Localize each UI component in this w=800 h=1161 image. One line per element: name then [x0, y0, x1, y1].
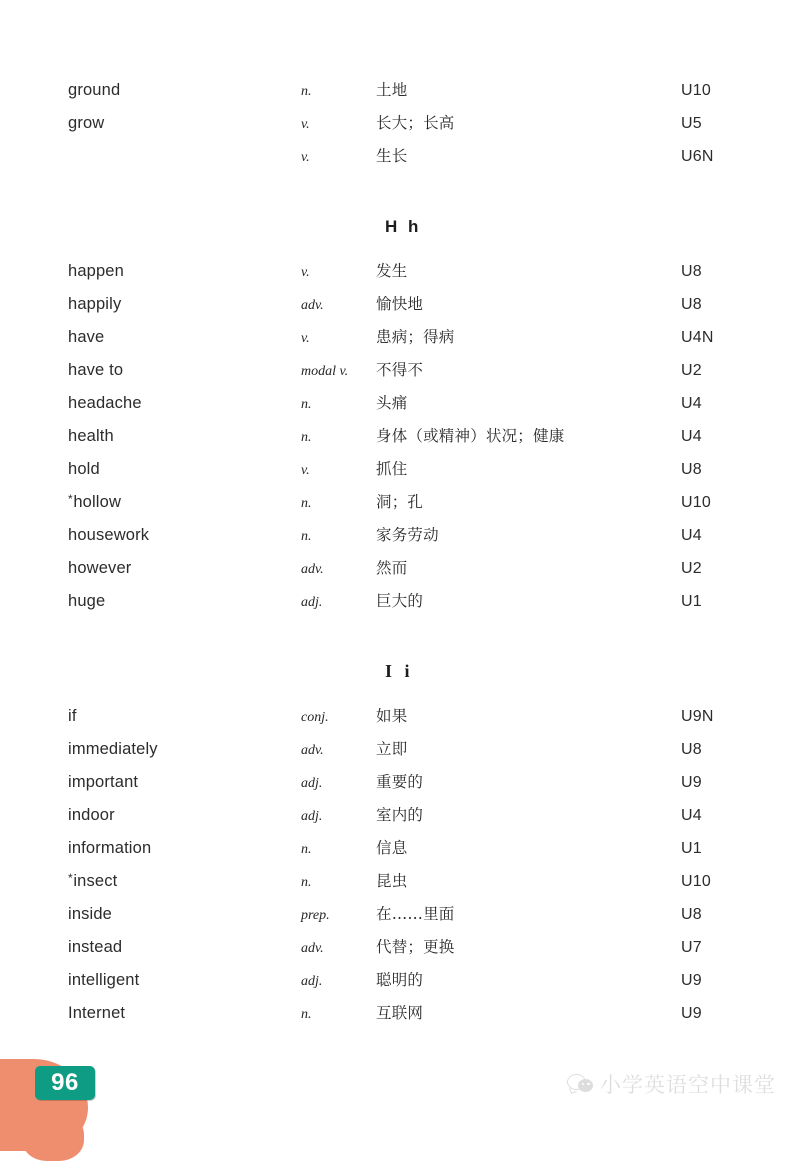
entry-definition: 患病；得病 — [376, 328, 455, 346]
entry-word-text: indoor — [68, 806, 115, 824]
entry-word — [68, 559, 301, 578]
entry-unit-code: U9 — [681, 774, 702, 791]
vocabulary-entry-row — [0, 358, 800, 391]
entry-part-of-speech: adv. — [301, 743, 324, 758]
entry-word-text: hold — [68, 460, 100, 478]
entry-word-text: grow — [68, 114, 105, 132]
entry-word — [68, 328, 301, 347]
vocabulary-entry-row — [0, 523, 800, 556]
section-spacer — [0, 622, 800, 655]
vocabulary-entry-row — [0, 836, 800, 869]
entry-unit-code: U10 — [681, 82, 711, 99]
entry-word — [68, 839, 301, 858]
entry-word — [68, 361, 301, 380]
letter-section-label: I i — [385, 661, 414, 681]
entry-unit-code: U4 — [681, 395, 702, 412]
entry-unit-code: U2 — [681, 362, 702, 379]
entry-word-text: ground — [68, 81, 121, 99]
entry-unit-code: U9 — [681, 1005, 702, 1022]
entry-word-text: have to — [68, 361, 124, 379]
entry-word — [68, 81, 301, 100]
entry-word-text: important — [68, 773, 139, 791]
vocabulary-entry-row — [0, 325, 800, 358]
entry-definition: 家务劳动 — [376, 526, 439, 544]
vocabulary-entry-row — [0, 391, 800, 424]
entry-word — [68, 773, 301, 792]
entry-definition: 室内的 — [376, 806, 424, 824]
entry-unit-code: U8 — [681, 296, 702, 313]
entry-word — [68, 394, 301, 413]
entry-part-of-speech: v. — [301, 331, 310, 346]
vocabulary-entry-row — [0, 556, 800, 589]
vocabulary-entry-row — [0, 144, 800, 177]
entry-word-text: Internet — [68, 1004, 126, 1022]
entry-word-text: however — [68, 559, 132, 577]
entry-word — [68, 1004, 301, 1023]
vocabulary-entry-row — [0, 770, 800, 803]
entry-part-of-speech: v. — [301, 117, 310, 132]
entry-word-text: huge — [68, 592, 106, 610]
page-number: 96 — [51, 1069, 79, 1096]
entry-word — [68, 295, 301, 314]
entry-unit-code: U1 — [681, 840, 702, 857]
entry-word-text: headache — [68, 394, 142, 412]
vocabulary-entry-row — [0, 424, 800, 457]
vocabulary-entry-row — [0, 902, 800, 935]
vocabulary-entry-row — [0, 78, 800, 111]
entry-definition: 在……里面 — [376, 905, 455, 923]
entry-word — [68, 114, 301, 133]
entry-definition: 洞；孔 — [376, 493, 424, 511]
entry-word-text: housework — [68, 526, 150, 544]
entry-definition: 身体（或精神）状况；健康 — [376, 427, 565, 445]
entry-part-of-speech: adv. — [301, 298, 324, 313]
letter-section-heading — [0, 210, 800, 243]
entry-definition: 生长 — [376, 147, 408, 165]
entry-definition: 不得不 — [376, 361, 424, 379]
entry-part-of-speech: adj. — [301, 974, 323, 989]
entry-unit-code: U8 — [681, 461, 702, 478]
asterisk-marker: * — [68, 871, 73, 885]
entry-definition: 然而 — [376, 559, 408, 577]
entry-part-of-speech: v. — [301, 463, 310, 478]
entry-word-text: if — [68, 707, 77, 725]
vocabulary-entry-row — [0, 1001, 800, 1034]
letter-section-label: H h — [385, 216, 422, 236]
asterisk-marker: * — [68, 492, 73, 506]
entry-unit-code: U10 — [681, 494, 711, 511]
entry-definition: 昆虫 — [376, 872, 408, 890]
entry-word — [68, 905, 301, 924]
entry-unit-code: U1 — [681, 593, 702, 610]
entry-unit-code: U4 — [681, 807, 702, 824]
entry-word — [68, 592, 301, 611]
entry-unit-code: U7 — [681, 939, 702, 956]
entry-part-of-speech: n. — [301, 397, 312, 412]
entry-definition: 代替；更换 — [376, 938, 455, 956]
entry-word — [68, 526, 301, 545]
entry-word-text: have — [68, 328, 105, 346]
entry-part-of-speech: prep. — [301, 908, 330, 923]
entry-part-of-speech: v. — [301, 265, 310, 280]
vocabulary-entry-row — [0, 259, 800, 292]
entry-definition: 土地 — [376, 81, 408, 99]
vocabulary-entry-row — [0, 968, 800, 1001]
entry-word-text: hollow — [73, 493, 122, 511]
letter-section-heading — [0, 655, 800, 688]
entry-part-of-speech: adv. — [301, 562, 324, 577]
vocabulary-entry-row — [0, 935, 800, 968]
watermark — [567, 1069, 776, 1099]
entry-word — [68, 871, 301, 891]
entry-part-of-speech: n. — [301, 875, 312, 890]
wechat-icon — [567, 1073, 593, 1095]
entry-part-of-speech: adv. — [301, 941, 324, 956]
vocabulary-entry-row — [0, 589, 800, 622]
entry-definition: 如果 — [376, 707, 408, 725]
section-spacer — [0, 243, 800, 259]
entry-part-of-speech: adj. — [301, 776, 323, 791]
entry-definition: 重要的 — [376, 773, 424, 791]
entry-unit-code: U9 — [681, 972, 702, 989]
entry-word-text: insect — [73, 872, 118, 890]
entry-definition: 愉快地 — [376, 295, 424, 313]
entry-word-text: immediately — [68, 740, 158, 758]
entry-word — [68, 806, 301, 825]
entry-definition: 信息 — [376, 839, 408, 857]
entry-definition: 聪明的 — [376, 971, 424, 989]
entry-part-of-speech: v. — [301, 150, 310, 165]
vocabulary-entry-row — [0, 490, 800, 523]
entry-unit-code: U8 — [681, 263, 702, 280]
entry-word-text: information — [68, 839, 152, 857]
entry-definition: 头痛 — [376, 394, 408, 412]
entry-definition: 巨大的 — [376, 592, 424, 610]
entry-unit-code: U8 — [681, 906, 702, 923]
vocabulary-entry-row — [0, 704, 800, 737]
entry-word — [68, 492, 301, 512]
entry-word-text: inside — [68, 905, 113, 923]
entry-part-of-speech: modal v. — [301, 364, 349, 379]
entry-definition: 立即 — [376, 740, 408, 758]
entry-unit-code: U4 — [681, 428, 702, 445]
entry-word-text: happily — [68, 295, 122, 313]
entry-unit-code: U9N — [681, 708, 714, 725]
entry-part-of-speech: adj. — [301, 809, 323, 824]
entry-word-text: happen — [68, 262, 124, 280]
entry-word-text: intelligent — [68, 971, 140, 989]
entry-word-text: instead — [68, 938, 123, 956]
entry-word-text: health — [68, 427, 114, 445]
vocabulary-entry-row — [0, 869, 800, 902]
section-spacer — [0, 177, 800, 210]
entry-word — [68, 262, 301, 281]
entry-word — [68, 707, 301, 726]
entry-unit-code: U10 — [681, 873, 711, 890]
entry-definition: 长大；长高 — [376, 114, 455, 132]
vocabulary-entry-row — [0, 457, 800, 490]
entry-definition: 互联网 — [376, 1004, 424, 1022]
entry-word — [68, 427, 301, 446]
top-spacer — [0, 0, 800, 78]
entry-unit-code: U6N — [681, 148, 714, 165]
entry-word — [68, 460, 301, 479]
entry-part-of-speech: n. — [301, 84, 312, 99]
watermark-label: 小学英语空中课堂 — [600, 1073, 776, 1097]
vocabulary-entry-row — [0, 292, 800, 325]
entry-part-of-speech: n. — [301, 496, 312, 511]
entry-definition: 抓住 — [376, 460, 408, 478]
page-number-badge — [35, 1066, 95, 1100]
entry-part-of-speech: adj. — [301, 595, 323, 610]
page-footer — [0, 1037, 800, 1127]
vocabulary-entry-row — [0, 803, 800, 836]
vocabulary-entry-row — [0, 737, 800, 770]
entry-unit-code: U8 — [681, 741, 702, 758]
entry-definition: 发生 — [376, 262, 408, 280]
vocabulary-entry-row — [0, 111, 800, 144]
entry-part-of-speech: n. — [301, 430, 312, 445]
entry-unit-code: U5 — [681, 115, 702, 132]
entry-part-of-speech: n. — [301, 1007, 312, 1022]
entry-unit-code: U2 — [681, 560, 702, 577]
entry-unit-code: U4N — [681, 329, 714, 346]
entry-word — [68, 971, 301, 990]
section-spacer — [0, 688, 800, 704]
entry-part-of-speech: n. — [301, 529, 312, 544]
entry-part-of-speech: n. — [301, 842, 312, 857]
entry-unit-code: U4 — [681, 527, 702, 544]
entry-word — [68, 938, 301, 957]
entry-word — [68, 740, 301, 759]
entry-part-of-speech: conj. — [301, 710, 329, 725]
